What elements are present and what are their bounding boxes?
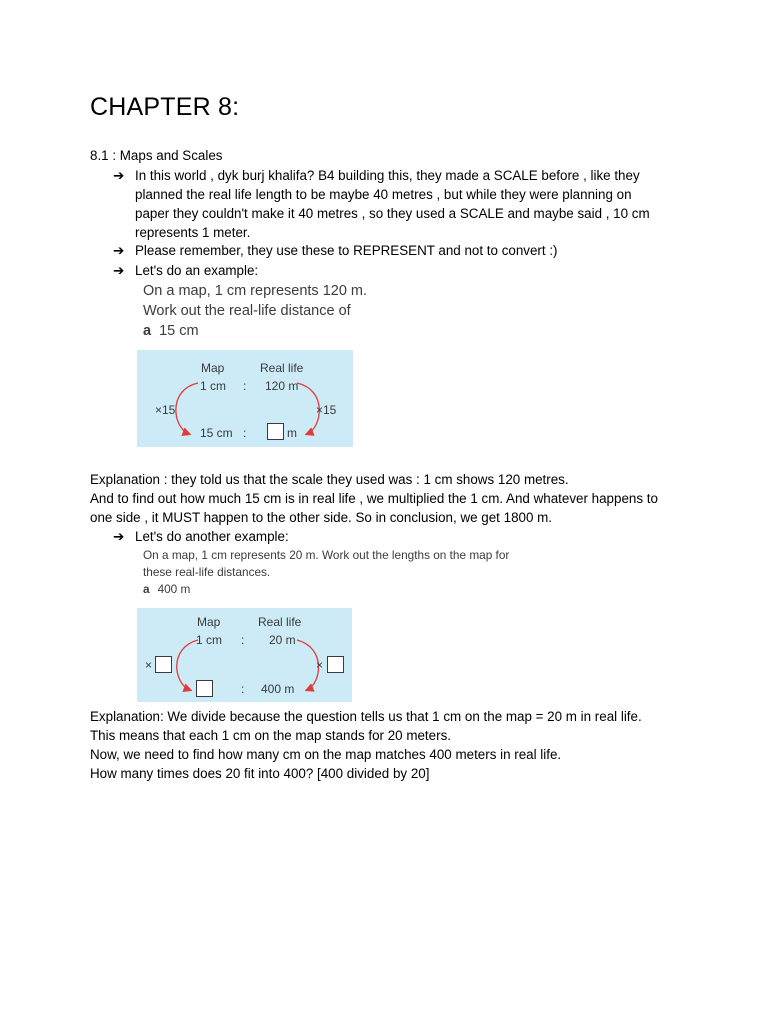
explanation-line: And to find out how much 15 cm is in real life , we multiplied the 1 cm. And whatever happens to [90, 491, 658, 506]
explanation-line: How many times does 20 fit into 400? [400 divided by 20] [90, 766, 430, 781]
problem-line: Work out the real-life distance of [143, 303, 351, 319]
explanation-line: Explanation: We divide because the question tells us that 1 cm on the map = 20 m in real life. [90, 709, 642, 724]
top-left-value: 1 cm [196, 633, 223, 647]
bullet-line: Please remember, they use these to REPRESENT and not to convert :) [135, 243, 558, 258]
bullet-burj-khalifa [113, 166, 683, 242]
example1-scale-diagram [137, 350, 353, 447]
part-letter: a [143, 582, 150, 596]
colon-separator: : [241, 682, 245, 696]
problem-part [143, 581, 509, 598]
arrow-bullet-icon: ➔ [113, 243, 125, 258]
multiply-sign: × [145, 658, 153, 672]
real-life-header: Real life [260, 361, 304, 375]
bottom-left-value: 15 cm [200, 426, 233, 440]
top-left-value: 1 cm [200, 379, 227, 393]
colon-separator: : [243, 426, 247, 440]
bullet-line: planned the real life length to be maybe 40 metres , but while they were planning on [135, 187, 632, 202]
bullet-represent-note [113, 241, 683, 260]
problem-line: On a map, 1 cm represents 20 m. Work out the lengths on the map for [143, 548, 510, 562]
colon-separator: : [241, 633, 245, 647]
right-multiplier-blank-box [327, 656, 344, 673]
top-right-value: 20 m [269, 633, 296, 647]
explanation-line: Now, we need to find how many cm on the map matches 400 meters in real life. [90, 747, 562, 762]
arrow-bullet-icon: ➔ [113, 529, 125, 544]
map-header: Map [197, 615, 221, 629]
bullet-line: paper they couldn't make it 40 metres , so they used a SCALE and maybe said , 10 cm [135, 206, 650, 221]
arrow-bullet-icon: ➔ [113, 168, 125, 183]
map-header: Map [201, 361, 225, 375]
colon-separator: : [243, 379, 247, 393]
example2-problem [143, 547, 509, 598]
bullet-example-intro [113, 261, 683, 280]
problem-part [143, 321, 367, 341]
bullet-another-example [113, 527, 683, 546]
example1-problem [143, 281, 367, 341]
arrow-bullet-icon: ➔ [113, 263, 125, 278]
problem-line: On a map, 1 cm represents 120 m. [143, 283, 368, 299]
bullet-line: represents 1 meter. [135, 225, 251, 240]
section-heading: 8.1 : Maps and Scales [90, 148, 223, 163]
bullet-line: Let's do an example: [135, 263, 259, 278]
answer-blank-box [196, 680, 213, 697]
part-text: 15 cm [159, 323, 199, 339]
bullet-line: In this world , dyk burj khalifa? B4 building this, they made a SCALE before , like they [135, 168, 640, 183]
part-letter: a [143, 323, 152, 339]
explanation-1 [90, 470, 690, 527]
explanation-line: Explanation : they told us that the scale they used was : 1 cm shows 120 metres. [90, 472, 569, 487]
bottom-right-value: 400 m [261, 682, 295, 696]
scale-arrows [137, 608, 352, 702]
left-multiplier: ×15 [155, 403, 176, 417]
problem-line: these real-life distances. [143, 565, 271, 579]
bottom-right-unit: m [287, 426, 297, 440]
explanation-line: This means that each 1 cm on the map stands for 20 meters. [90, 728, 451, 743]
top-right-value: 120 m [265, 379, 299, 393]
chapter-title: CHAPTER 8: [90, 93, 240, 121]
example2-scale-diagram [137, 608, 352, 702]
left-multiplier-blank-box [155, 656, 172, 673]
explanation-line: one side , it MUST happen to the other side. So in conclusion, we get 1800 m. [90, 510, 553, 525]
bullet-line: Let's do another example: [135, 529, 289, 544]
real-life-header: Real life [258, 615, 302, 629]
answer-blank-box [267, 423, 284, 440]
multiply-sign: × [316, 658, 324, 672]
explanation-2 [90, 707, 690, 783]
right-multiplier: ×15 [316, 403, 337, 417]
part-text: 400 m [157, 582, 191, 596]
